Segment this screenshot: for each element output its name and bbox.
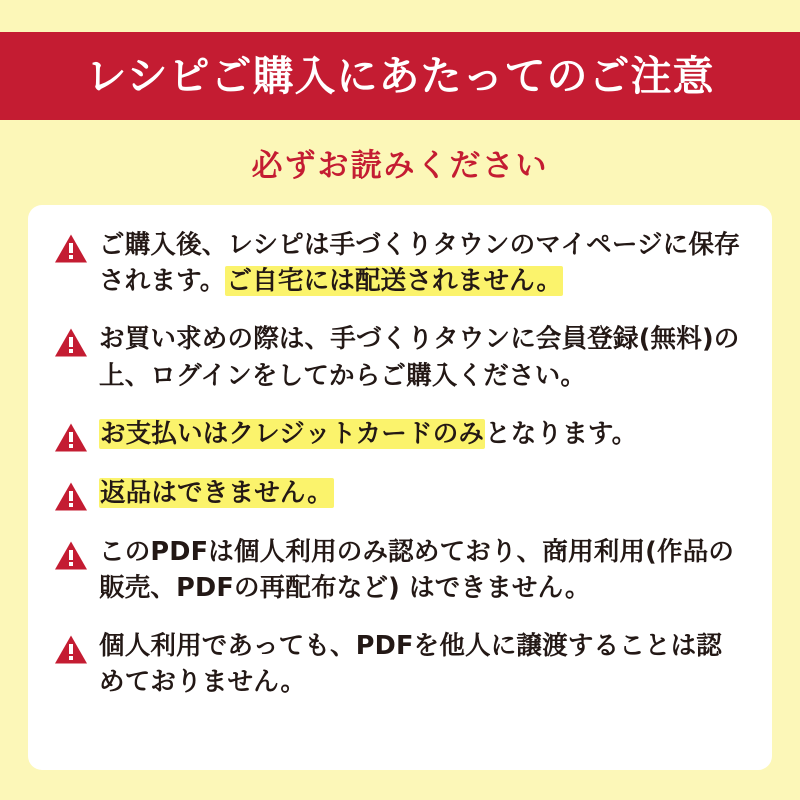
notice-item: [54, 628, 746, 700]
plain-text: お買い求めの際は、手づくりタウンに会員登録(無料)の上、ログインをしてからご購入ください。: [99, 324, 740, 391]
plain-text: 個人利用であっても、PDFを他人に譲渡することは認めておりません。: [99, 631, 723, 698]
notice-item: [54, 321, 746, 393]
notice-text: [99, 416, 637, 452]
header-banner: [0, 32, 800, 120]
notice-card: [28, 205, 772, 770]
warning-icon: [54, 422, 88, 453]
notice-text: [99, 475, 334, 511]
highlighted-text: ご自宅には配送されません。: [226, 266, 563, 297]
notice-text: [99, 227, 746, 299]
notice-item: [54, 475, 746, 512]
warning-icon: [54, 634, 88, 665]
notice-text: [99, 628, 746, 700]
notice-item: [54, 416, 746, 453]
notice-text: [99, 321, 746, 393]
highlighted-text: お支払いはクレジットカードのみ: [100, 418, 485, 449]
plain-text: このPDFは個人利用のみ認めており、商用利用(作品の販売、PDFの再配布など) はできません。: [99, 536, 735, 604]
plain-text: となります。: [485, 418, 638, 449]
warning-icon: [54, 327, 88, 358]
notice-list: [54, 227, 746, 701]
page-subtitle: 必ずお読みください: [251, 148, 549, 184]
notice-item: [54, 227, 746, 299]
warning-icon: [54, 481, 88, 512]
warning-icon: [54, 233, 88, 264]
page-title: レシピご購入にあたってのご注意: [85, 51, 715, 100]
plain-text: ご購入後、レシピは手づくりタウンのマイページに保存されます。: [99, 230, 740, 297]
highlighted-text: 返品はできません。: [100, 477, 333, 508]
warning-icon: [54, 540, 88, 571]
notice-text: [99, 534, 746, 606]
notice-item: [54, 534, 746, 606]
